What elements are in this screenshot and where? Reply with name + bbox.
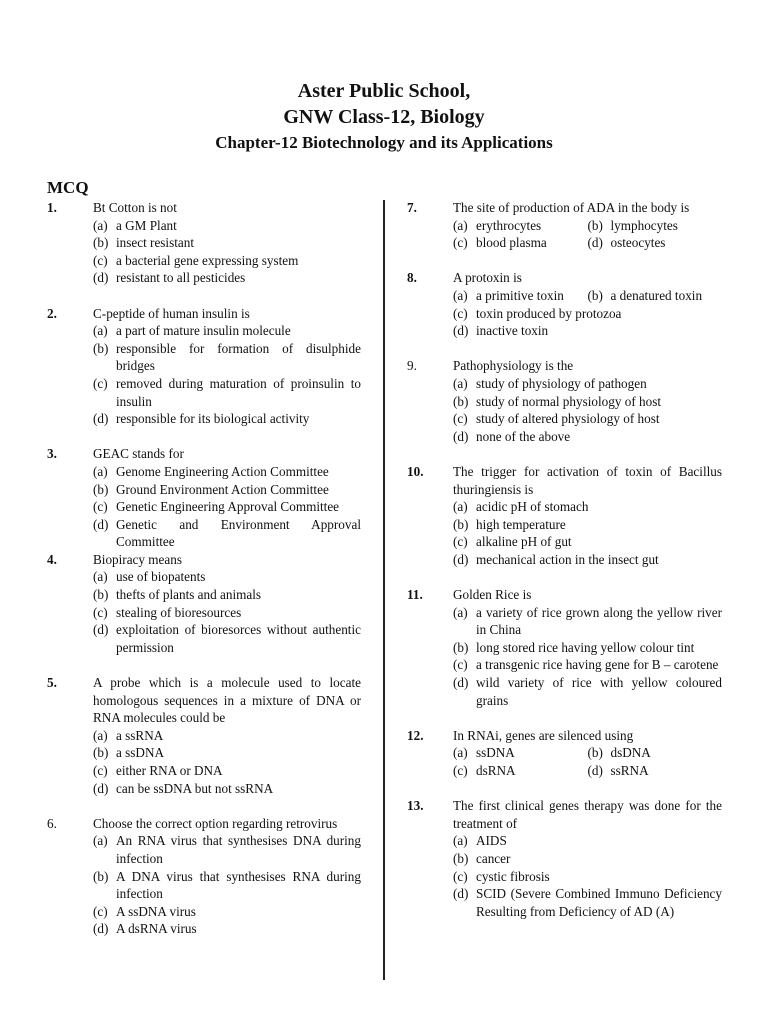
option-letter: (d)	[453, 323, 469, 339]
option	[453, 885, 722, 920]
option-text: study of physiology of pathogen	[476, 375, 647, 391]
option-text: insect resistant	[116, 235, 195, 251]
option-letter: (b)	[587, 287, 603, 303]
option	[453, 393, 722, 411]
question	[407, 727, 722, 780]
option-letter: (a)	[93, 463, 108, 479]
option	[453, 375, 722, 393]
question	[47, 199, 361, 287]
option-letter: (a)	[93, 727, 108, 743]
option-text: study of normal physiology of host	[476, 393, 661, 409]
question-text: The trigger for activation of toxin of Bacillus thuringiensis is	[453, 463, 722, 497]
option-letter: (b)	[93, 587, 109, 603]
option-text: removed during maturation of proinsulin to insulin	[116, 375, 361, 409]
option	[93, 234, 361, 252]
option-text: a primitive toxin	[476, 287, 564, 303]
option-text: exploitation of bioresorces without authentic permission	[116, 622, 361, 655]
question	[407, 269, 722, 339]
option-text: osteocytes	[610, 235, 666, 251]
option-text: erythrocytes	[476, 217, 542, 233]
option-text: alkaline pH of gut	[476, 534, 572, 550]
option-letter: (a)	[453, 499, 468, 515]
option	[93, 322, 361, 340]
option	[453, 604, 722, 639]
question-number: 2.	[47, 305, 57, 321]
question-text: A protoxin is	[453, 270, 522, 286]
option-letter: (c)	[93, 903, 108, 919]
question	[47, 674, 361, 797]
option-text: a transgenic rice having gene for B – carotene	[476, 657, 719, 673]
option	[588, 234, 723, 252]
option-text: thefts of plants and animals	[116, 587, 262, 603]
option-letter: (d)	[93, 270, 109, 286]
option	[453, 744, 588, 762]
option	[453, 832, 722, 850]
option-text: responsible for its biological activity	[116, 411, 310, 427]
question-number: 3.	[47, 446, 57, 462]
option-text: a part of mature insulin molecule	[116, 323, 291, 339]
option	[93, 780, 361, 798]
option-text: toxin produced by protozoa	[476, 305, 622, 321]
option	[588, 217, 723, 235]
option-text: responsible for formation of disulphide bridges	[116, 340, 361, 374]
question-number: 8.	[407, 270, 417, 286]
option	[93, 375, 361, 410]
school-name: Aster Public School,	[297, 80, 471, 102]
option-text: Genetic Engineering Approval Committee	[116, 499, 340, 515]
option-letter: (a)	[453, 217, 468, 233]
option-text: a ssDNA	[116, 745, 164, 761]
option	[93, 463, 361, 481]
option	[453, 762, 588, 780]
option-text: dsRNA	[476, 763, 516, 778]
question-text: Pathophysiology is the	[453, 358, 574, 374]
option	[93, 586, 361, 604]
option	[453, 850, 722, 868]
option-text: A ssDNA virus	[116, 903, 196, 919]
option-letter: (c)	[453, 763, 468, 778]
option-text: cystic fibrosis	[476, 868, 550, 884]
option-letter: (a)	[93, 833, 108, 849]
question	[47, 305, 361, 428]
option-text: long stored rice having yellow colour tint	[476, 639, 695, 655]
option	[93, 920, 361, 938]
option-letter: (d)	[453, 551, 469, 567]
question-number: 12.	[407, 727, 424, 743]
question-number: 10.	[407, 463, 424, 479]
question-text: Choose the correct option regarding retrovirus	[93, 815, 338, 831]
option-text: A dsRNA virus	[116, 921, 197, 937]
option	[453, 516, 722, 534]
option-letter: (d)	[453, 675, 469, 691]
question	[407, 199, 722, 252]
question	[407, 463, 722, 569]
option	[93, 217, 361, 235]
class-title: GNW Class-12, Biology	[283, 106, 485, 128]
option-letter: (b)	[453, 850, 469, 866]
option	[453, 428, 722, 446]
option	[93, 744, 361, 762]
option-letter: (b)	[587, 217, 603, 233]
question-number: 9.	[407, 358, 417, 374]
option-text: stealing of bioresources	[116, 604, 242, 620]
question	[47, 551, 361, 657]
option-letter: (a)	[93, 323, 108, 339]
option-text: ssDNA	[476, 745, 515, 761]
option	[93, 832, 361, 867]
question	[407, 797, 722, 920]
question-text: Bt Cotton is not	[93, 200, 177, 215]
option-letter: (b)	[453, 516, 469, 532]
option	[453, 234, 588, 252]
option-letter: (a)	[93, 217, 108, 233]
option-text: Ground Environment Action Committee	[116, 481, 329, 497]
option	[588, 762, 723, 780]
option	[453, 287, 588, 305]
option-text: Genome Engineering Action Committee	[116, 463, 329, 479]
option-text: a ssRNA	[116, 727, 164, 743]
question-text: The first clinical genes therapy was done for the treatment of	[453, 798, 722, 831]
option-text: a denatured toxin	[610, 287, 703, 303]
column-divider	[383, 200, 385, 980]
option	[453, 305, 722, 323]
option-text: An RNA virus that synthesises DNA during infection	[116, 833, 361, 866]
question-text: The site of production of ADA in the body is	[453, 200, 690, 215]
option-text: a bacterial gene expressing system	[116, 252, 299, 268]
option-letter: (c)	[93, 252, 108, 268]
option	[453, 498, 722, 516]
option-letter: (d)	[93, 411, 109, 427]
option	[453, 656, 722, 674]
option	[588, 287, 723, 305]
option	[93, 340, 361, 375]
option-letter: (a)	[453, 745, 468, 761]
option-text: a GM Plant	[116, 217, 177, 233]
option-text: dsDNA	[610, 745, 651, 761]
option-letter: (c)	[453, 411, 468, 427]
option-text: use of biopatents	[116, 569, 206, 585]
question-number: 5.	[47, 675, 57, 691]
option-text: acidic pH of stomach	[476, 499, 589, 515]
option-letter: (a)	[93, 569, 108, 585]
option-letter: (c)	[453, 534, 468, 550]
section-title: MCQ	[47, 178, 89, 197]
option	[93, 252, 361, 270]
question-number: 7.	[407, 200, 417, 215]
option-letter: (a)	[453, 287, 468, 303]
option-text: ssRNA	[610, 763, 649, 778]
option	[453, 551, 722, 569]
option-letter: (a)	[453, 833, 468, 849]
option-text: high temperature	[476, 516, 566, 532]
chapter-title: Chapter-12 Biotechnology and its Applications	[215, 133, 553, 152]
option-letter: (a)	[453, 604, 468, 620]
option	[453, 217, 588, 235]
option-letter: (c)	[453, 657, 468, 673]
option	[453, 322, 722, 340]
option	[453, 533, 722, 551]
option-letter: (d)	[587, 235, 603, 251]
option-letter: (c)	[93, 604, 108, 620]
option-text: wild variety of rice with yellow coloured grains	[476, 675, 722, 708]
question-number: 13.	[407, 798, 424, 814]
option-letter: (c)	[93, 375, 108, 391]
option	[93, 410, 361, 428]
option-text: none of the above	[476, 428, 571, 444]
option-letter: (b)	[93, 868, 109, 884]
option	[93, 498, 361, 516]
option	[93, 621, 361, 656]
question-text: Golden Rice is	[453, 587, 532, 603]
option-letter: (d)	[453, 886, 469, 902]
right-column	[407, 199, 722, 920]
option-letter: (c)	[453, 305, 468, 321]
option-text: resistant to all pesticides	[116, 270, 246, 286]
option-text: can be ssDNA but not ssRNA	[116, 780, 274, 796]
option	[93, 727, 361, 745]
option-text: AIDS	[476, 833, 507, 849]
option-letter: (b)	[453, 639, 469, 655]
option-letter: (b)	[93, 481, 109, 497]
option	[93, 481, 361, 499]
option-letter: (d)	[93, 516, 109, 532]
option	[93, 868, 361, 903]
option	[93, 604, 361, 622]
option-letter: (b)	[453, 393, 469, 409]
option-letter: (c)	[93, 763, 108, 778]
option-text: study of altered physiology of host	[476, 411, 660, 427]
option-letter: (c)	[453, 235, 468, 251]
option-letter: (b)	[93, 235, 109, 251]
question	[407, 357, 722, 445]
option-letter: (c)	[93, 499, 108, 515]
option	[453, 639, 722, 657]
option-text: SCID (Severe Combined Immuno Deficiency Resulting from Deficiency of AD (A)	[476, 886, 722, 919]
option-letter: (d)	[587, 763, 603, 778]
option	[453, 674, 722, 709]
question-number: 11.	[407, 587, 423, 603]
option-letter: (d)	[93, 622, 109, 638]
option	[93, 269, 361, 287]
option-letter: (d)	[93, 780, 109, 796]
question-number: 6.	[47, 815, 57, 831]
question-text: GEAC stands for	[93, 446, 184, 462]
option-letter: (d)	[93, 921, 109, 937]
option-text: Genetic and Environment Approval Committee	[116, 516, 361, 550]
option	[93, 762, 361, 780]
option-letter: (a)	[453, 375, 468, 391]
option-letter: (b)	[587, 745, 603, 761]
option-text: A DNA virus that synthesises RNA during infection	[116, 868, 361, 902]
left-column	[47, 199, 361, 938]
option-letter: (c)	[453, 868, 468, 884]
option	[93, 903, 361, 921]
option-letter: (d)	[453, 428, 469, 444]
question-text: Biopiracy means	[93, 551, 182, 567]
question-number: 4.	[47, 551, 57, 567]
option	[453, 868, 722, 886]
question-text: C-peptide of human insulin is	[93, 305, 250, 321]
option-letter: (b)	[93, 340, 109, 356]
question	[47, 815, 361, 938]
option	[453, 410, 722, 428]
option-text: a variety of rice grown along the yellow river in China	[476, 604, 722, 638]
option	[588, 744, 723, 762]
question-text: A probe which is a molecule used to locate homologous sequences in a mixture of DNA or RNA molecules could be	[93, 675, 361, 726]
option-text: mechanical action in the insect gut	[476, 551, 659, 567]
question	[47, 445, 361, 551]
option-text: cancer	[476, 850, 511, 866]
option-letter: (b)	[93, 745, 109, 761]
option	[93, 568, 361, 586]
question	[407, 586, 722, 709]
question-number: 1.	[47, 200, 57, 215]
option-text: either RNA or DNA	[116, 763, 223, 778]
option-text: inactive toxin	[476, 323, 549, 339]
option	[93, 516, 361, 551]
option-text: lymphocytes	[610, 217, 678, 233]
question-text: In RNAi, genes are silenced using	[453, 727, 634, 743]
option-text: blood plasma	[476, 235, 547, 251]
